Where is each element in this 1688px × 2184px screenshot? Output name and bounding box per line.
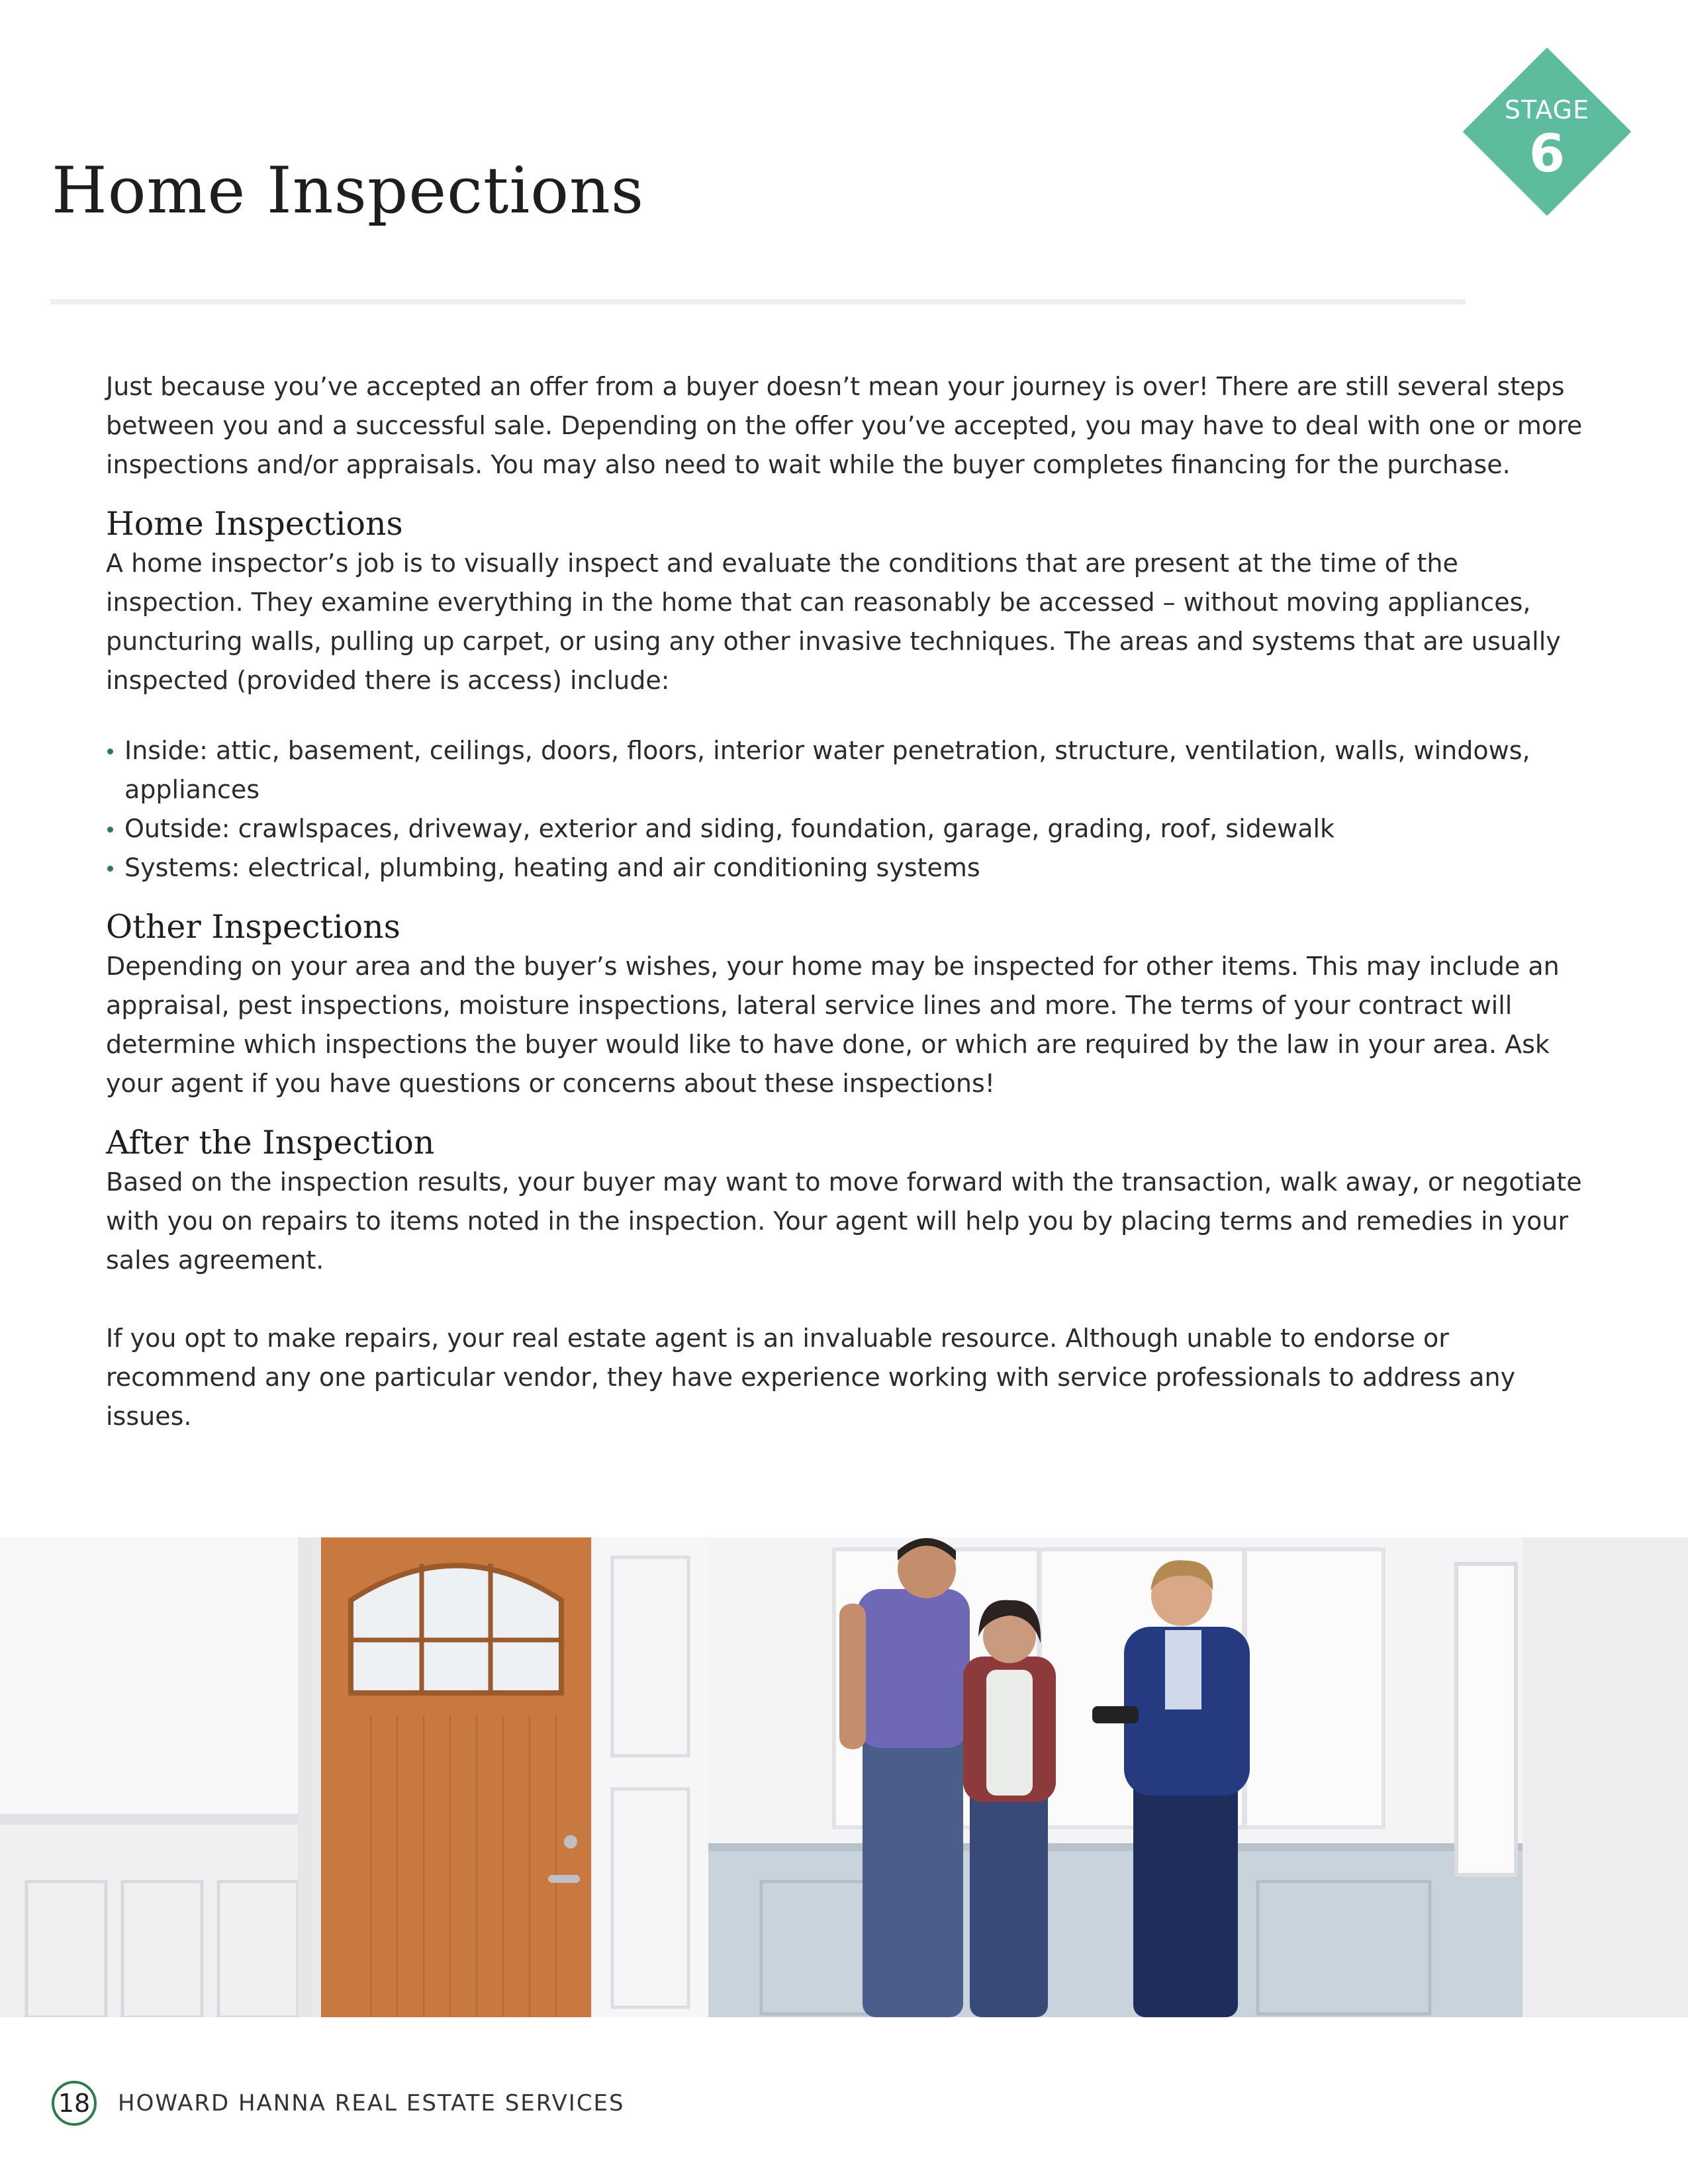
inspection-areas-list [106, 731, 1595, 887]
photo-illustration [0, 1537, 1688, 2017]
woman-figure [963, 1600, 1056, 2017]
stage-number: 6 [1528, 124, 1566, 184]
list-item [106, 809, 1595, 848]
stage-label: STAGE [1504, 95, 1590, 124]
home-inspections-body: A home inspector’s job is to visually inspect and evaluate the conditions that are present at the time of the inspection. They examine everything in the home that can reasonably be accessed – without moving appliances, puncturing walls, pulling up carpet, or using any other invasive techniques. The areas and systems that are usually inspected (provided there is access) include: [106, 549, 1561, 695]
other-inspections-body: Depending on your area and the buyer’s wishes, your home may be inspected for other items. This may include an appraisal, pest inspections, moisture inspections, lateral service lines and more. The terms of your contract will determine which inspections the buyer would like to have done, or which are required by the law in your area. Ask your agent if you have questions or concerns about these inspections! [106, 952, 1560, 1098]
list-item-text: Outside: crawlspaces, driveway, exterior and siding, foundation, garage, grading, roof, sidewalk [124, 814, 1335, 843]
list-item-text: Systems: electrical, plumbing, heating and air conditioning systems [124, 853, 980, 882]
bullet-icon [107, 827, 113, 833]
repairs-paragraph: If you opt to make repairs, your real estate agent is an invaluable resource. Although unable to endorse or recommend any one particular vendor, they have experience working with service professionals to address any issues. [106, 1324, 1516, 1431]
stage-badge [1463, 48, 1631, 216]
page-number: 18 [52, 2081, 97, 2126]
page-title: Home Inspections [52, 154, 645, 228]
title-divider [50, 299, 1466, 304]
bullet-icon [107, 749, 113, 754]
bullet-icon [107, 866, 113, 872]
list-item [106, 848, 1595, 887]
list-item-text: Inside: attic, basement, ceilings, doors, floors, interior water penetration, structure, ventilation, walls, windows, appliances [124, 736, 1530, 804]
home-inspections-heading: Home Inspections [106, 505, 403, 543]
intro-paragraph: Just because you’ve accepted an offer from a buyer doesn’t mean your journey is over! There are still several steps between you and a successful sale. Depending on the offer you’ve accepted, you may have to deal with one or more inspections and/or appraisals. You may also need to wait while the buyer completes financing for the purchase. [106, 372, 1583, 479]
company-name: HOWARD HANNA REAL ESTATE SERVICES [118, 2090, 625, 2116]
after-inspection-heading: After the Inspection [106, 1124, 435, 1161]
after-inspection-body: Based on the inspection results, your buyer may want to move forward with the transaction, walk away, or negotiate with you on repairs to items noted in the inspection. Your agent will help you by placing terms and remedies in your sales agreement. [106, 1167, 1582, 1275]
other-inspections-heading: Other Inspections [106, 908, 400, 946]
main-content [106, 367, 1595, 1436]
hero-photo [0, 1537, 1688, 2017]
list-item [106, 731, 1595, 809]
